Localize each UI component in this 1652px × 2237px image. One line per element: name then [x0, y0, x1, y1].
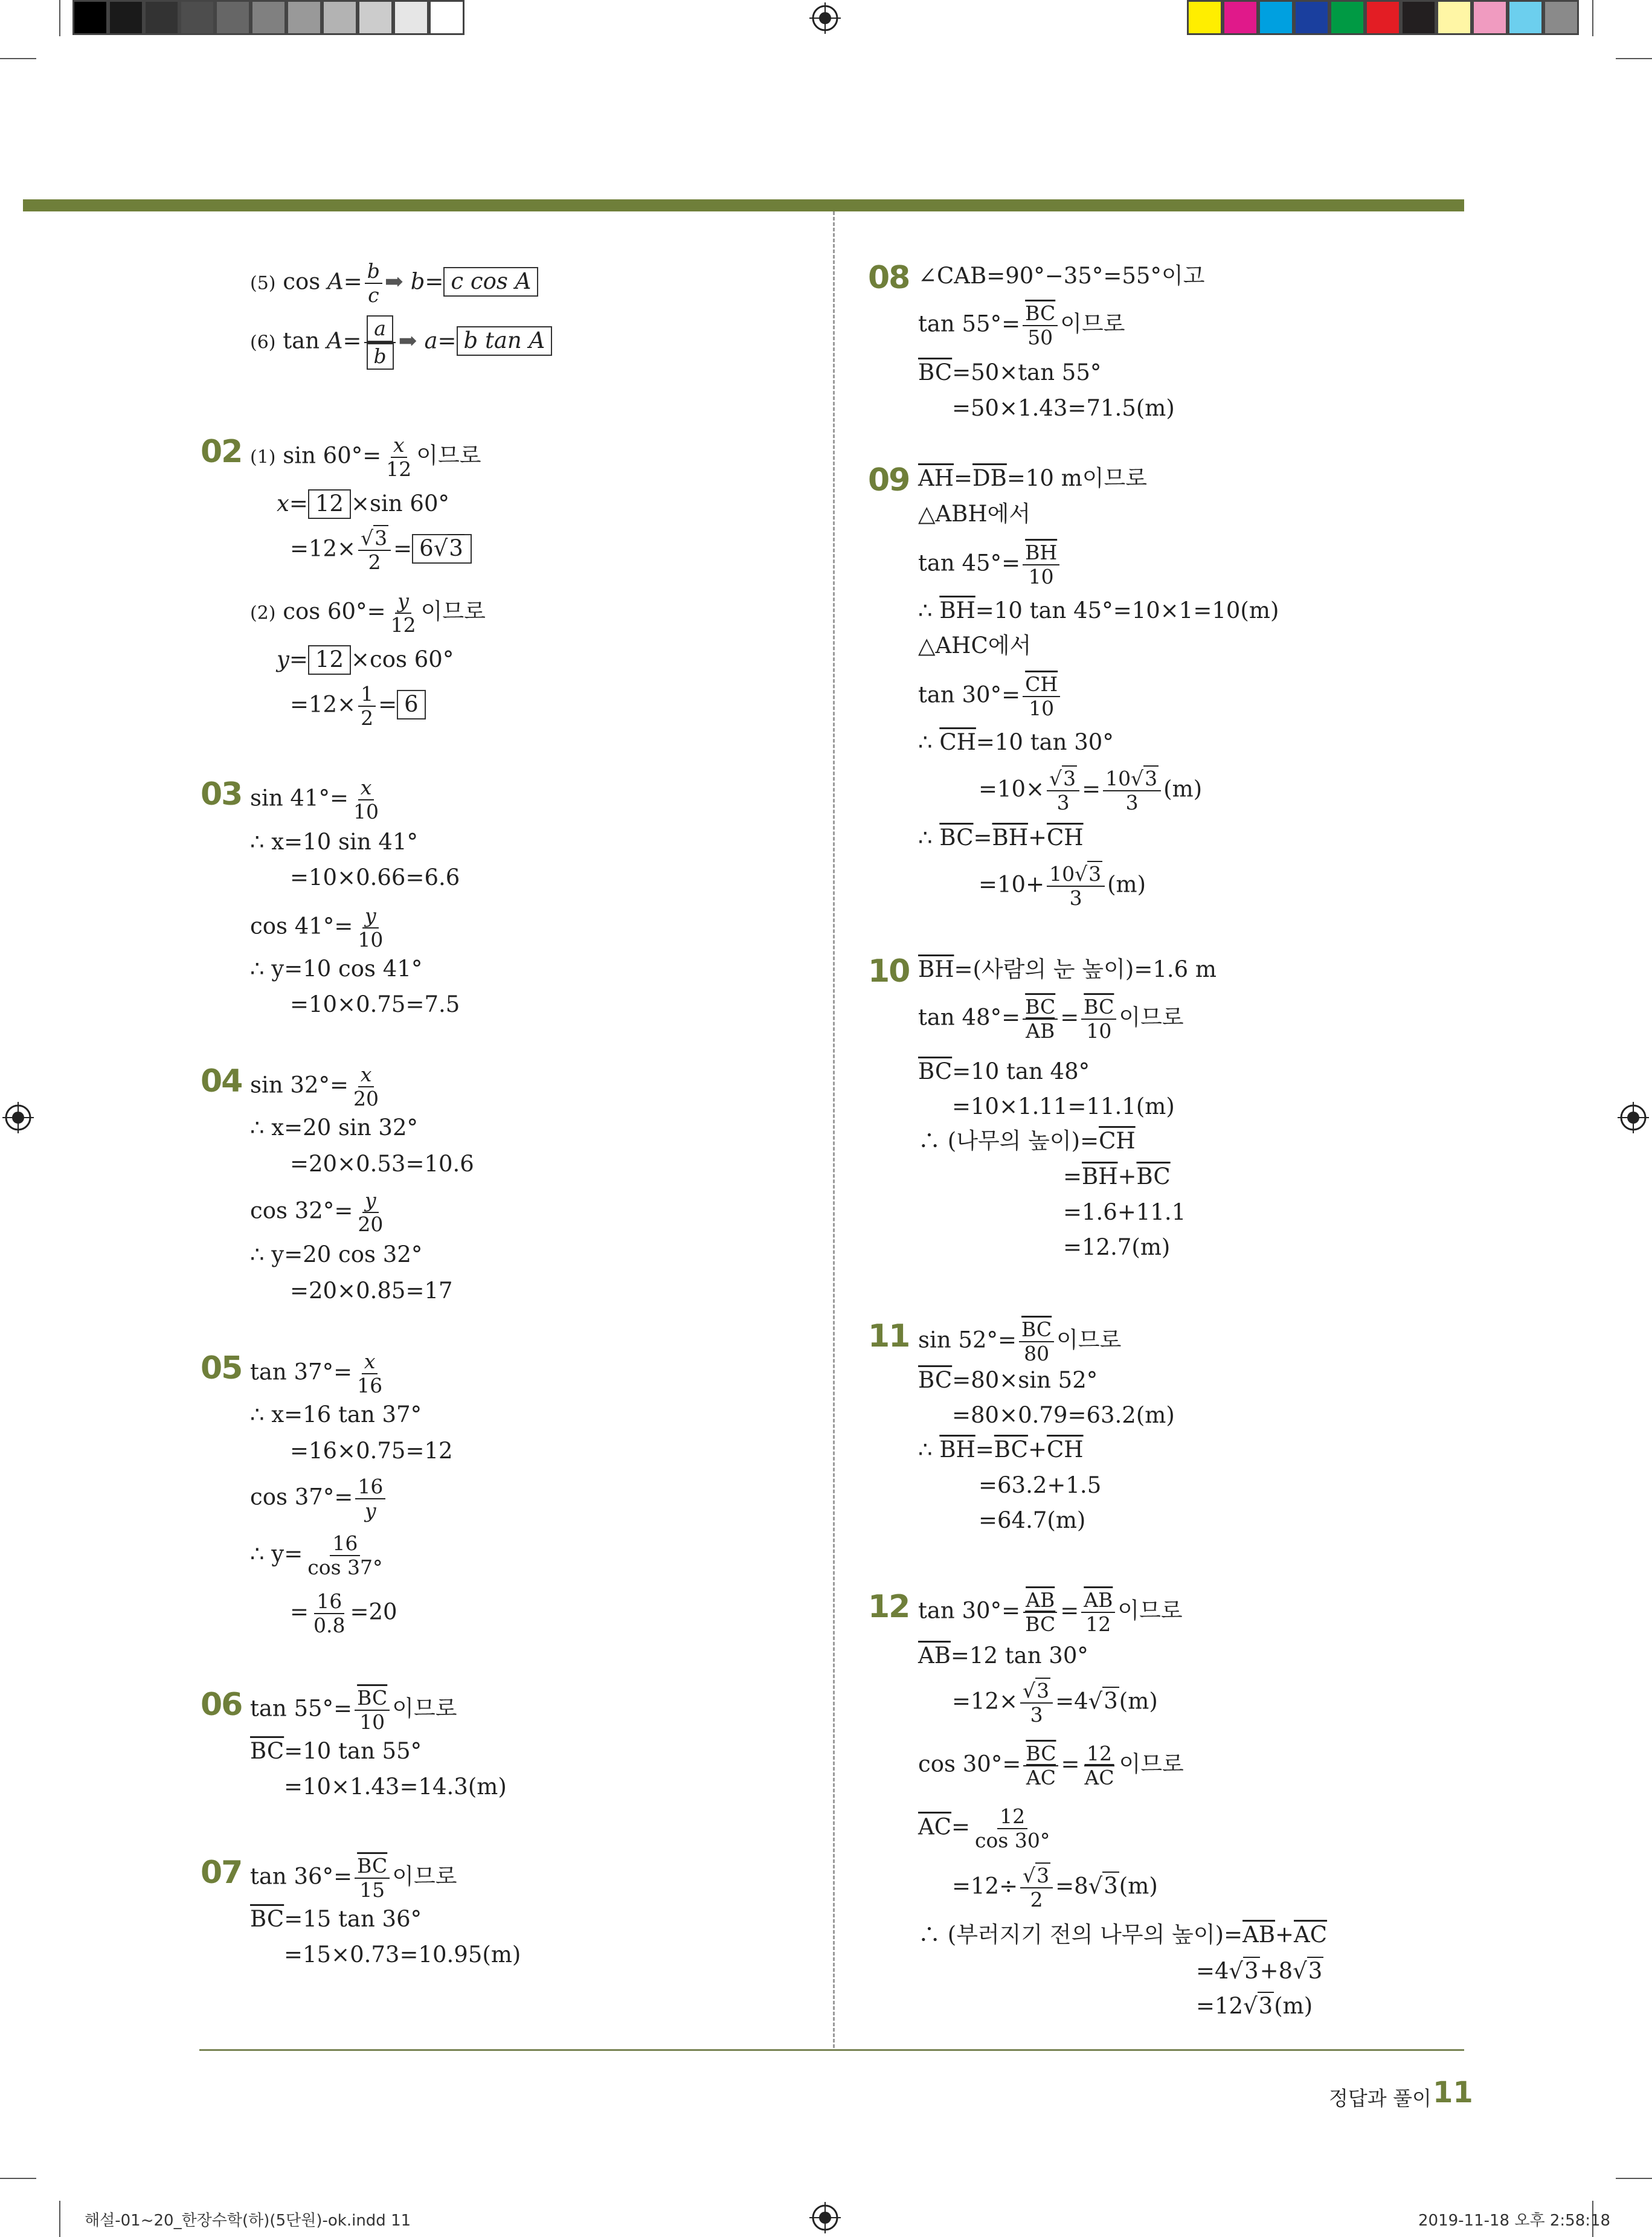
answer-line: $\overline{BC}=50\times\tan$ 55° — [918, 359, 1102, 385]
answer-line: =10× $\frac{√3}{3}$ = $\frac{10√3}{3}$ (m) — [979, 767, 1203, 814]
footer-section-label: 정답과 풀이 — [1329, 2087, 1432, 2110]
answer-line: =15×0.73=10.95(m) — [284, 1942, 521, 1968]
answer-line: =12× $\frac{√3}{2}$ = 6√3 — [290, 527, 472, 574]
answer-line: tan 36°= $\frac{\overline{BC}}{15}$ 이므로 — [250, 1854, 457, 1902]
answer-line: $\overline{BC}=10$ tan 55° — [250, 1738, 422, 1764]
crop-mark — [0, 2178, 36, 2179]
answer-line: =63.2+1.5 — [979, 1472, 1102, 1498]
registration-mark-icon — [809, 2202, 841, 2233]
color-swatch — [1508, 0, 1543, 35]
color-swatch — [393, 0, 429, 35]
crop-mark — [1616, 58, 1652, 59]
registration-mark-icon — [809, 2, 841, 34]
column-divider — [833, 211, 835, 2048]
problem-number: 04 — [201, 1063, 242, 1099]
answer-line: (5) cos A= $\frac{b}{c}$ ➡ b= c cos A — [250, 260, 538, 307]
arrow-right-icon: ➡ — [398, 327, 417, 354]
answer-line: =12× $\frac{√3}{3}$ =4√3(m) — [952, 1679, 1158, 1727]
slug-file-name: 해설-01~20_한장수학(하)(5단원)-ok.indd 11 — [85, 2212, 411, 2230]
answer-line: =10×1.11=11.1(m) — [952, 1093, 1175, 1119]
answer-line: tan 55°= $\frac{\overline{BC}}{10}$ 이므로 — [250, 1686, 457, 1734]
problem-number: 05 — [201, 1350, 242, 1386]
problem-number: 08 — [868, 260, 910, 296]
answer-line: x= 12 ×sin 60° — [277, 489, 449, 519]
color-swatch — [1401, 0, 1436, 35]
answer-box: 12 — [308, 645, 351, 675]
answer-line: tan 30°= $\frac{\overline{CH}}{10}$ — [918, 673, 1062, 720]
answer-line: sin 41°= $\frac{x}{10}$ — [250, 776, 379, 823]
answer-line: =10+ $\frac{10√3}{3}$ (m) — [979, 862, 1146, 910]
answer-line: ∴ x=20 sin 32° — [250, 1115, 419, 1141]
arrow-right-icon: ➡ — [384, 268, 403, 295]
answer-line: ∴ y=20 cos 32° — [250, 1241, 423, 1267]
color-swatch — [179, 0, 215, 35]
color-swatch — [358, 0, 393, 35]
color-swatch — [144, 0, 179, 35]
answer-line: tan 37°= $\frac{x}{16}$ — [250, 1350, 383, 1397]
answer-line: ∴ $\overline{BC}=\overline{BH}+\overline{CH}$ — [918, 825, 1084, 851]
answer-line: (2) cos 60°= $\frac{y}{12}$ 이므로 — [250, 589, 486, 637]
registration-mark-icon — [2, 1102, 34, 1133]
crop-mark — [59, 2201, 60, 2237]
color-swatch — [286, 0, 322, 35]
answer-line: =12× $\frac{1}{2}$ = 6 — [290, 683, 426, 730]
answer-line: =12÷ $\frac{√3}{2}$ =8√3(m) — [952, 1864, 1158, 1911]
color-swatch — [1329, 0, 1365, 35]
answer-line: ∴ $\overline{BH}=10$ tan 45°=10×1=10(m) — [918, 597, 1279, 623]
answer-line: cos 30°= $\frac{\overline{BC}}{AC}$ = $\frac{12}{AC}$ 이므로 — [918, 1742, 1184, 1789]
answer-line: cos 41°= $\frac{y}{10}$ — [250, 904, 384, 951]
color-swatch — [1472, 0, 1508, 35]
problem-number: 11 — [868, 1318, 910, 1354]
answer-line: (1) sin 60°= $\frac{x}{12}$ 이므로 — [250, 433, 481, 481]
crop-mark — [59, 0, 60, 36]
color-swatch — [322, 0, 358, 35]
color-swatch — [1258, 0, 1294, 35]
problem-number: 09 — [868, 462, 910, 498]
color-swatch — [108, 0, 144, 35]
gray-swatch-strip — [72, 0, 465, 35]
answer-line: =12.7(m) — [1063, 1234, 1171, 1260]
problem-number: 10 — [868, 953, 910, 990]
answer-line: $\overline{BC}=15$ tan 36° — [250, 1906, 422, 1932]
color-swatch — [72, 0, 108, 35]
color-swatch — [1365, 0, 1401, 35]
answer-line: =4√3+8√3 — [1196, 1958, 1323, 1984]
answer-line: $\overline{BC}=10$ tan 48° — [918, 1058, 1090, 1084]
registration-mark-icon — [1618, 1102, 1649, 1133]
answer-line: tan 55°= $\frac{\overline{BC}}{50}$ 이므로 — [918, 301, 1125, 349]
answer-line: ∴ x=16 tan 37° — [250, 1402, 422, 1427]
problem-number: 07 — [201, 1855, 242, 1891]
footer-rule — [199, 2049, 1464, 2051]
header-rule — [23, 199, 1464, 211]
answer-line: $=\overline{BH}+\overline{BC}$ — [1063, 1164, 1171, 1189]
answer-line: △AHC에서 — [918, 632, 1032, 658]
answer-line: =1.6+11.1 — [1063, 1199, 1186, 1225]
answer-line: $\overline{BC}=80\times\sin$ 52° — [918, 1367, 1098, 1393]
color-swatch — [215, 0, 251, 35]
answer-line: =80×0.79=63.2(m) — [952, 1402, 1175, 1428]
color-swatch — [251, 0, 286, 35]
crop-mark — [0, 58, 36, 59]
answer-line: (6) tan A= $\frac{a}{b}$ ➡ a= b tan A — [250, 315, 552, 370]
answer-line: =10×0.66=6.6 — [290, 864, 460, 890]
answer-line: ∴ (나무의 높이)$=\overline{CH}$ — [918, 1128, 1136, 1154]
answer-line: $\overline{AC}=$ $\frac{12}{\cos 30^\circ}$ — [918, 1804, 1050, 1852]
color-swatch — [1543, 0, 1579, 35]
answer-line: △ABH에서 — [918, 501, 1031, 527]
answer-line: sin 52°= $\frac{\overline{BC}}{80}$ 이므로 — [918, 1318, 1122, 1365]
answer-line: =20×0.85=17 — [290, 1278, 453, 1304]
slug-timestamp: 2019-11-18 오후 2:58:18 — [1418, 2212, 1611, 2230]
answer-line: sin 32°= $\frac{x}{20}$ — [250, 1063, 379, 1110]
answer-line: cos 32°= $\frac{y}{20}$ — [250, 1188, 384, 1236]
crop-mark — [1616, 2178, 1652, 2179]
color-swatch — [429, 0, 464, 35]
answer-line: ∴ $\overline{BH}=\overline{BC}+\overline{CH}$ — [918, 1437, 1084, 1463]
answer-line: =12√3(m) — [1196, 1993, 1313, 2019]
answer-box: a — [367, 315, 393, 342]
problem-number: 12 — [868, 1589, 910, 1625]
color-swatch — [1223, 0, 1258, 35]
answer-line: y= 12 ×cos 60° — [277, 645, 454, 675]
color-swatch — [1436, 0, 1472, 35]
color-swatch-strip — [1187, 0, 1580, 35]
answer-line: ∴ y= $\frac{16}{\cos 37^\circ}$ — [250, 1531, 383, 1579]
answer-box: c cos A — [443, 267, 538, 297]
problem-number: 06 — [201, 1687, 242, 1723]
answer-line: $\overline{AH}=\overline{DB}=10$ m이므로 — [918, 465, 1148, 491]
color-swatch — [1187, 0, 1223, 35]
answer-line: =50×1.43=71.5(m) — [952, 395, 1175, 421]
answer-box: 6 — [397, 690, 426, 719]
answer-line: ∴ (부러지기 전의 나무의 높이)$=\overline{AB}+\overline{AC}$ — [918, 1922, 1328, 1948]
answer-line: =64.7(m) — [979, 1507, 1086, 1533]
answer-line: tan 45°= $\frac{\overline{BH}}{10}$ — [918, 541, 1062, 588]
answer-line: =20×0.53=10.6 — [290, 1151, 474, 1177]
answer-line: =10×0.75=7.5 — [290, 991, 460, 1017]
answer-box: 12 — [308, 489, 351, 519]
answer-line: $\overline{BH}=$(사람의 눈 높이)=1.6 m — [918, 956, 1217, 982]
answer-line: ∴ $\overline{CH}=10$ tan 30° — [918, 729, 1114, 755]
answer-line: ∴ y=10 cos 41° — [250, 956, 423, 982]
page-number: 11 — [1433, 2076, 1473, 2110]
problem-number: 03 — [201, 776, 242, 813]
answer-line: =10×1.43=14.3(m) — [284, 1774, 507, 1800]
answer-line: cos 37°= $\frac{16}{y}$ — [250, 1475, 388, 1522]
answer-box: 6√3 — [412, 534, 472, 564]
answer-line: = $\frac{16}{0.8}$ =20 — [290, 1589, 397, 1637]
answer-line: ∴ x=10 sin 41° — [250, 829, 419, 855]
answer-line: =16×0.75=12 — [290, 1438, 453, 1464]
answer-line: $\overline{AB}=12$ tan 30° — [918, 1643, 1088, 1669]
answer-box: b — [367, 343, 394, 370]
answer-line: ∠CAB=90°−35°=55°이고 — [918, 263, 1205, 289]
crop-mark — [1592, 0, 1593, 36]
answer-box: b tan A — [457, 326, 553, 356]
color-swatch — [1294, 0, 1329, 35]
answer-line: tan 30°= $\frac{\overline{AB}}{BC}$ = $\frac{\overline{AB}}{12}$ 이므로 — [918, 1588, 1183, 1636]
problem-number: 02 — [201, 434, 242, 470]
answer-line: tan 48°= $\frac{\overline{BC}}{AB}$ = $\frac{\overline{BC}}{10}$ 이므로 — [918, 995, 1184, 1043]
